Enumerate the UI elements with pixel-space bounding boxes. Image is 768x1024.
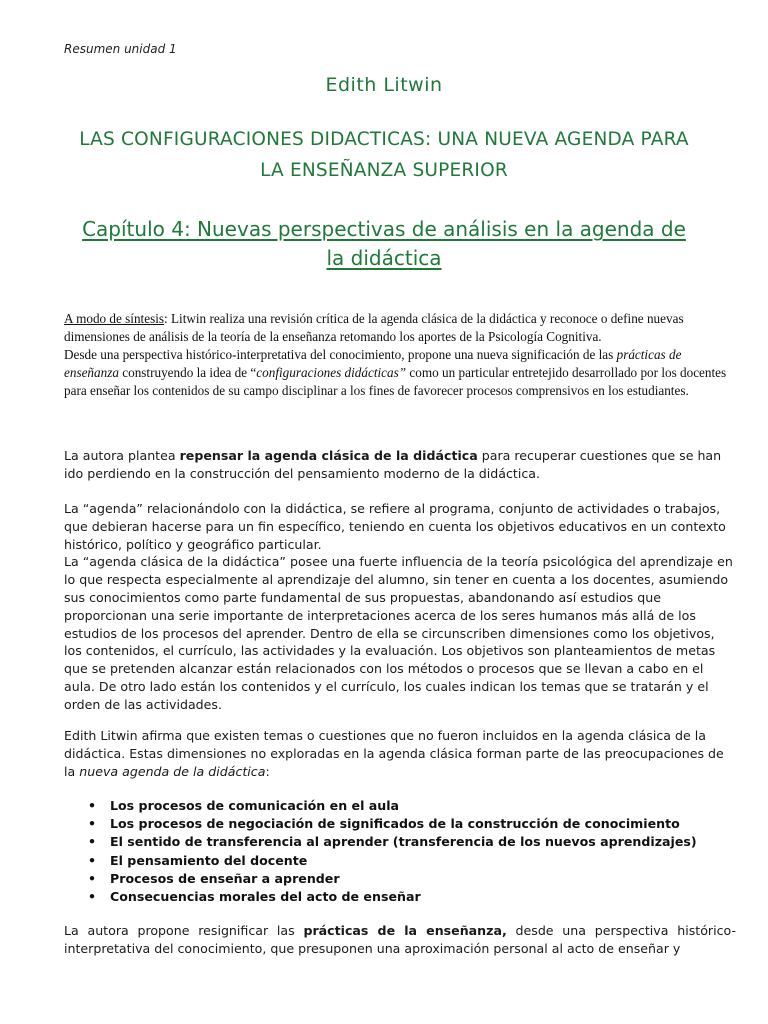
list-item-text: El sentido de transferencia al aprender (transferencia de los nuevos aprendizajes) [110,834,697,850]
agenda-list [64,797,736,906]
para5-bold: prácticas de la enseñanza, [303,923,507,938]
summary-p2-italic-1: prácticas de enseñanza [64,347,682,380]
summary-p2-a: Desde una perspectiva histórico-interpretativa del conocimiento, propone una nueva significación de las [64,347,617,362]
list-item-text: El pensamiento del docente [110,852,308,868]
list-item-text: Los procesos de negociación de significados de la construcción de conocimiento [110,816,680,832]
list-item [64,815,736,833]
list-item [64,888,736,906]
list-item-text: Consecuencias morales del acto de enseñar [110,889,421,905]
para4-italic: nueva agenda de la didáctica [79,763,266,779]
para4-a: Edith Litwin afirma que existen temas o cuestiones que no fueron incluidos en la agenda clásica de la didáctica. Estas dimensiones no exploradas en la agenda clásica forman parte de las preocupaciones de la [64,728,724,779]
main-title-line-2: LA ENSEÑANZA SUPERIOR [260,160,508,181]
list-item-text: Los procesos de comunicación en el aula [110,798,400,813]
summary-paragraph-2 [64,346,736,400]
bullet-icon: • [88,870,97,886]
chapter-title [40,215,728,273]
paragraph-3: La “agenda clásica de la didáctica” posee una fuerte influencia de la teoría psicológica del aprendizaje en lo que respecta especialmente al aprendizaje del alumno, sin tener en cuenta a los docentes, asumiendo sus conocimientos como parte fundamental de sus propuestas, abandonando así estudios que proporcionan una serie importante de interpretaciones acerca de los seres humanos más allá de los estudios de los procesos del aprender. Dentro de ella se circunscriben dimensiones como los objetivos, los contenidos, el currículo, las actividades y la evaluación. Los objetivos son planteamientos de metas que se pretenden alcanzar están relacionados con los métodos o procesos que se llevan a cabo en el aula. De otro lado están los contenidos y el currículo, los cuales indican los temas que se tratarán y el orden de las actividades. [64,554,733,712]
summary-p1-text: : Litwin realiza una revisión crítica de la agenda clásica de la didáctica y reconoce o define nuevas dimensiones de análisis de la teoría de la enseñanza retomando los aportes de la Psicología Cognitiva. [64,311,684,344]
para1-b: para recuperar cuestiones que se han ido perdiendo en la construcción del pensamiento moderno de la didáctica. [64,448,722,481]
bullet-icon: • [88,834,97,850]
chapter-title-line-2: la didáctica [326,246,442,270]
paragraph-1 [64,447,736,483]
main-title [40,124,728,186]
bullet-icon: • [88,798,97,813]
header-note: Resumen unidad 1 [64,42,177,56]
summary-p2-c: como un particular entretejido desarrollado por los docentes para enseñar los contenidos de su campo disciplinar a los fines de favorecer procesos comprensivos en los estudiantes. [64,365,727,398]
summary-label: A modo de síntesis [64,311,165,326]
summary-section [64,310,736,400]
para1-a: La autora plantea [64,448,180,463]
para5-a: La autora propone resignificar las [64,923,304,938]
paragraph-4 [64,727,736,780]
summary-p2-italic-2: configuraciones didácticas” [256,365,407,380]
summary-p2-b: construyendo la idea de “ [118,365,257,380]
bullet-icon: • [88,852,97,868]
bullet-icon: • [88,816,97,832]
chapter-title-line-1: Capítulo 4: Nuevas perspectivas de análisis en la agenda de [82,217,686,241]
list-item [64,797,736,815]
paragraph-5 [64,922,736,958]
bullet-icon: • [88,889,97,905]
summary-paragraph-1 [64,310,736,346]
list-item [64,852,736,870]
paragraph-2: La “agenda” relacionándolo con la didáctica, se refiere al programa, conjunto de actividades o trabajos, que debieran hacerse para un fin específico, teniendo en cuenta los objetivos educativos en un contexto histórico, político y geográfico particular. [64,501,726,552]
list-item-text: Procesos de enseñar a aprender [110,870,340,886]
author-title: Edith Litwin [325,74,443,96]
para5-b: desde una perspectiva histórico-interpretativa del conocimiento, que presuponen una aproximación personal al acto de enseñar y [64,923,736,956]
paragraph-2-3 [64,500,736,714]
para4-b: : [265,763,270,779]
para1-bold: repensar la agenda clásica de la didáctica [179,448,478,463]
main-title-line-1: LAS CONFIGURACIONES DIDACTICAS: UNA NUEVA AGENDA PARA [79,129,689,150]
list-item [64,870,736,888]
list-item [64,833,736,851]
